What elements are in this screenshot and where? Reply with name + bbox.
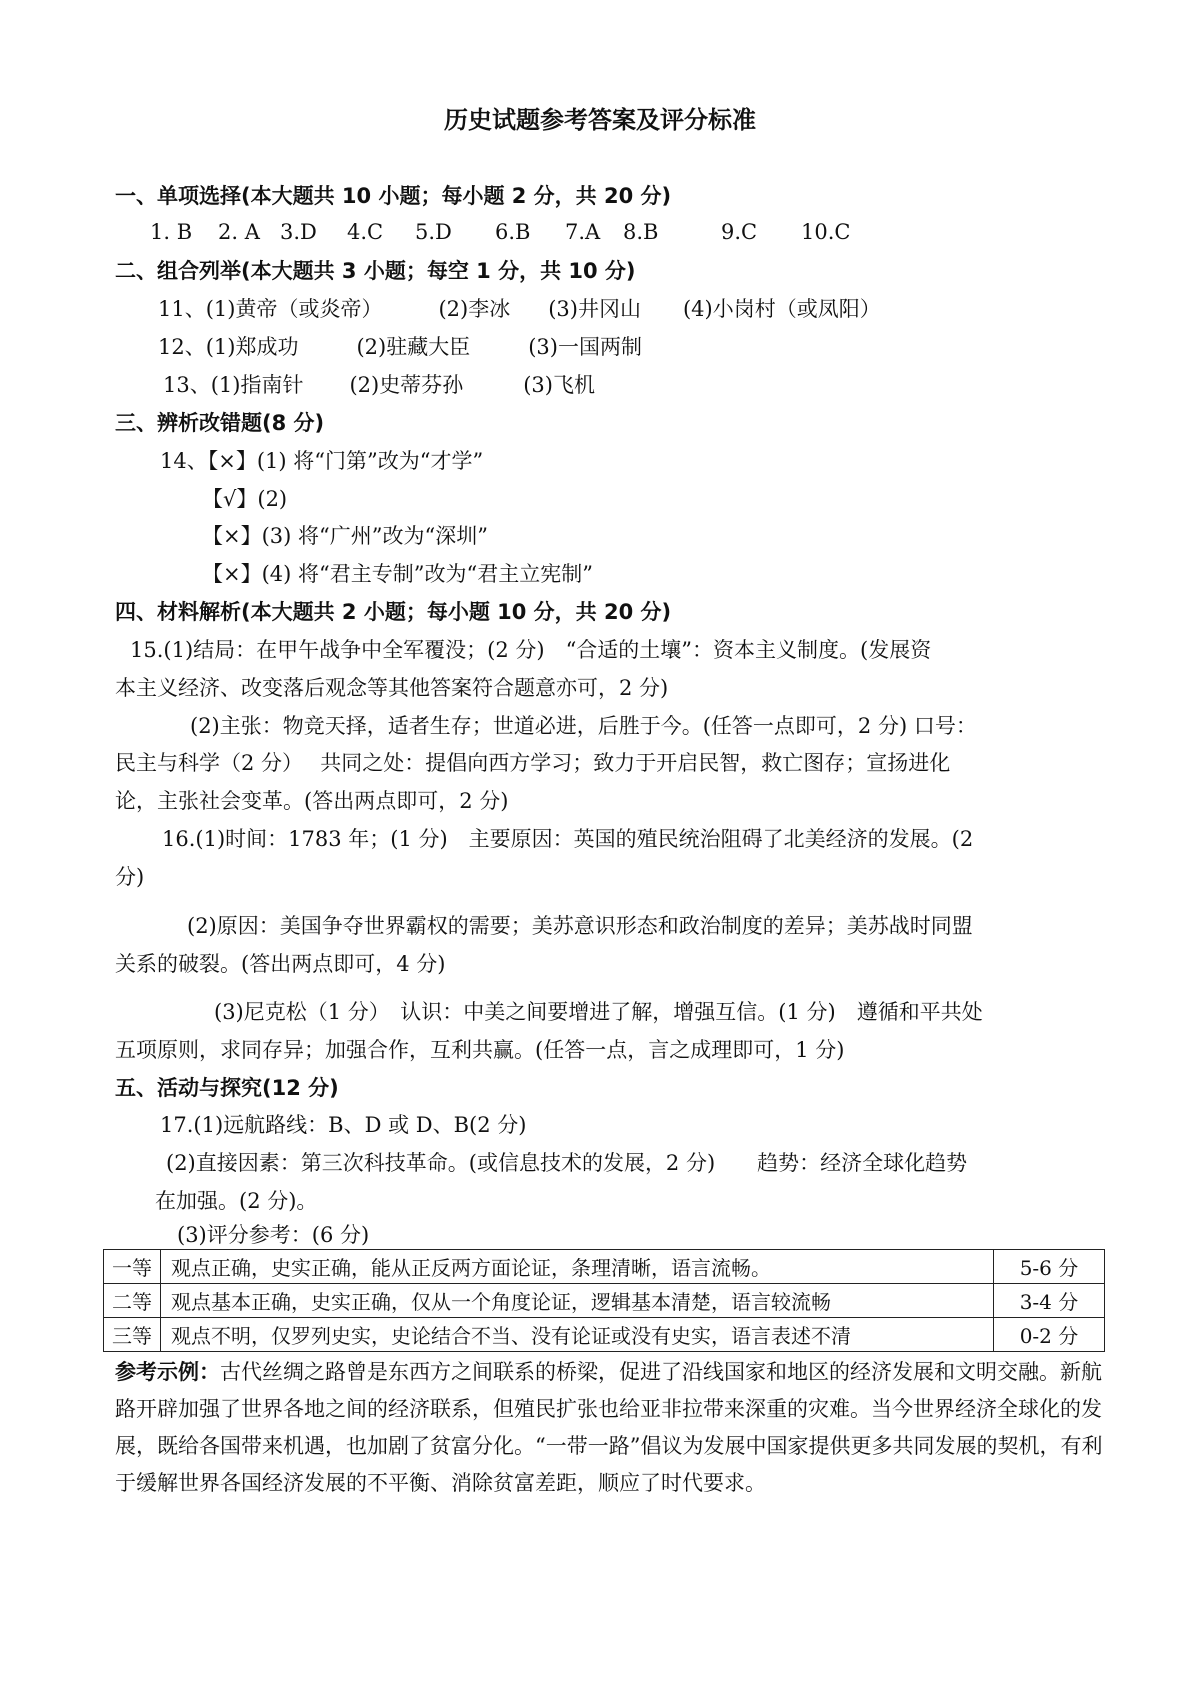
q12-part-3: (3)一国两制 (528, 335, 642, 359)
section-3-heading: 三、辨析改错题(8 分) (115, 411, 325, 435)
answer-6: 6.B (495, 220, 531, 244)
table-row (104, 1318, 1105, 1352)
grade-description: 观点正确，史实正确，能从正反两方面论证，条理清晰，语言流畅。 (161, 1250, 994, 1284)
answer-3: 3.D (280, 220, 317, 244)
answer-9: 9.C (721, 220, 758, 244)
q14-line-2: 【√】(2) (202, 487, 288, 511)
question-13 (163, 371, 595, 399)
choice-answers (150, 218, 850, 246)
table-row (104, 1284, 1105, 1318)
reference-example (115, 1354, 1105, 1502)
section-2-heading: 二、组合列举(本大题共 3 小题；每空 1 分，共 10 分) (115, 259, 636, 283)
section-4-heading: 四、材料解析(本大题共 2 小题；每小题 10 分，共 20 分) (115, 600, 672, 624)
q16-1-line-1: 16.(1)时间：1783 年；(1 分) 主要原因：英国的殖民统治阻碍了北美经济的发展。(2 (162, 827, 974, 851)
q15-2-line-3: 论，主张社会变革。(答出两点即可，2 分) (115, 789, 509, 813)
question-11 (158, 295, 881, 323)
answer-1: 1. B (150, 220, 193, 244)
answer-5: 5.D (415, 220, 452, 244)
grade-score: 0-2 分 (994, 1318, 1105, 1352)
reference-example-text: 古代丝绸之路曾是东西方之间联系的桥梁，促进了沿线国家和地区的经济发展和文明交融。新航路开辟加强了世界各地之间的经济联系，但殖民扩张也给亚非拉带来深重的灾难。当今世界经济全球化的发展，既给各国带来机遇，也加剧了贫富分化。“一带一路”倡议为发展中国家提供更多共同发展的契机，有利于缓解世界各国经济发展的不平衡、消除贫富差距，顺应了时代要求。 (115, 1360, 1103, 1495)
answer-8: 8.B (623, 220, 659, 244)
q16-3-line-1: (3)尼克松（1 分） 认识：中美之间要增进了解，增强互信。(1 分) 遵循和平共处 (214, 1000, 983, 1024)
q11-part-3: (3)井冈山 (548, 297, 641, 321)
q15-2-line-1: (2)主张：物竞天择，适者生存；世道必进，后胜于今。(任答一点即可，2 分) 口号： (190, 714, 977, 738)
q13-part-1: 13、(1)指南针 (163, 373, 304, 397)
q17-1: 17.(1)远航路线：B、D 或 D、B(2 分) (160, 1113, 527, 1137)
q13-part-3: (3)飞机 (523, 373, 595, 397)
page-title: 历史试题参考答案及评分标准 (444, 106, 756, 134)
q16-3-line-2: 五项原则，求同存异；加强合作，互利共赢。(任答一点，言之成理即可，1 分) (115, 1038, 845, 1062)
q11-part-2: (2)李冰 (438, 297, 511, 321)
reference-example-label: 参考示例： (115, 1360, 220, 1384)
q16-2-line-1: (2)原因：美国争夺世界霸权的需要；美苏意识形态和政治制度的差异；美苏战时同盟 (187, 914, 973, 938)
answer-4: 4.C (347, 220, 384, 244)
grade-level: 二等 (104, 1284, 161, 1318)
q15-1-line-1: 15.(1)结局：在甲午战争中全军覆没；(2 分) “合适的土壤”：资本主义制度。(发展资 (130, 638, 932, 662)
q16-1-line-2: 分) (115, 865, 145, 889)
q17-3: (3)评分参考：(6 分) (177, 1223, 370, 1247)
q11-part-1: 11、(1)黄帝（或炎帝） (158, 297, 383, 321)
grade-description: 观点基本正确，史实正确，仅从一个角度论证，逻辑基本清楚，语言较流畅 (161, 1284, 994, 1318)
q16-2-line-2: 关系的破裂。(答出两点即可，4 分) (115, 952, 446, 976)
q15-2-line-2: 民主与科学（2 分） 共同之处：提倡向西方学习；致力于开启民智，救亡图存；宣扬进化 (115, 751, 951, 775)
question-12 (158, 333, 642, 361)
grade-description: 观点不明，仅罗列史实，史论结合不当、没有论证或没有史实，语言表述不清 (161, 1318, 994, 1352)
q15-1-line-2: 本主义经济、改变落后观念等其他答案符合题意亦可，2 分) (115, 676, 669, 700)
section-1-heading: 一、单项选择(本大题共 10 小题；每小题 2 分，共 20 分) (115, 184, 672, 208)
grade-level: 三等 (104, 1318, 161, 1352)
answer-7: 7.A (565, 220, 601, 244)
q17-2-line-1: (2)直接因素：第三次科技革命。(或信息技术的发展，2 分) 趋势：经济全球化趋势 (166, 1151, 968, 1175)
answer-10: 10.C (801, 220, 851, 244)
table-row (104, 1250, 1105, 1284)
grade-score: 5-6 分 (994, 1250, 1105, 1284)
q12-part-1: 12、(1)郑成功 (158, 335, 299, 359)
q12-part-2: (2)驻藏大臣 (356, 335, 471, 359)
grade-level: 一等 (104, 1250, 161, 1284)
section-5-heading: 五、活动与探究(12 分) (115, 1076, 339, 1100)
q17-2-line-2: 在加强。(2 分)。 (155, 1189, 318, 1213)
q13-part-2: (2)史蒂芬孙 (349, 373, 464, 397)
grade-score: 3-4 分 (994, 1284, 1105, 1318)
q14-line-4: 【×】(4) 将“君主专制”改为“君主立宪制” (202, 562, 593, 586)
q11-part-4: (4)小岗村（或凤阳） (682, 297, 881, 321)
q14-line-3: 【×】(3) 将“广州”改为“深圳” (202, 524, 488, 548)
q14-line-1: 14、【×】(1) 将“门第”改为“才学” (160, 449, 484, 473)
answer-2: 2. A (218, 220, 260, 244)
grading-table (103, 1249, 1105, 1352)
